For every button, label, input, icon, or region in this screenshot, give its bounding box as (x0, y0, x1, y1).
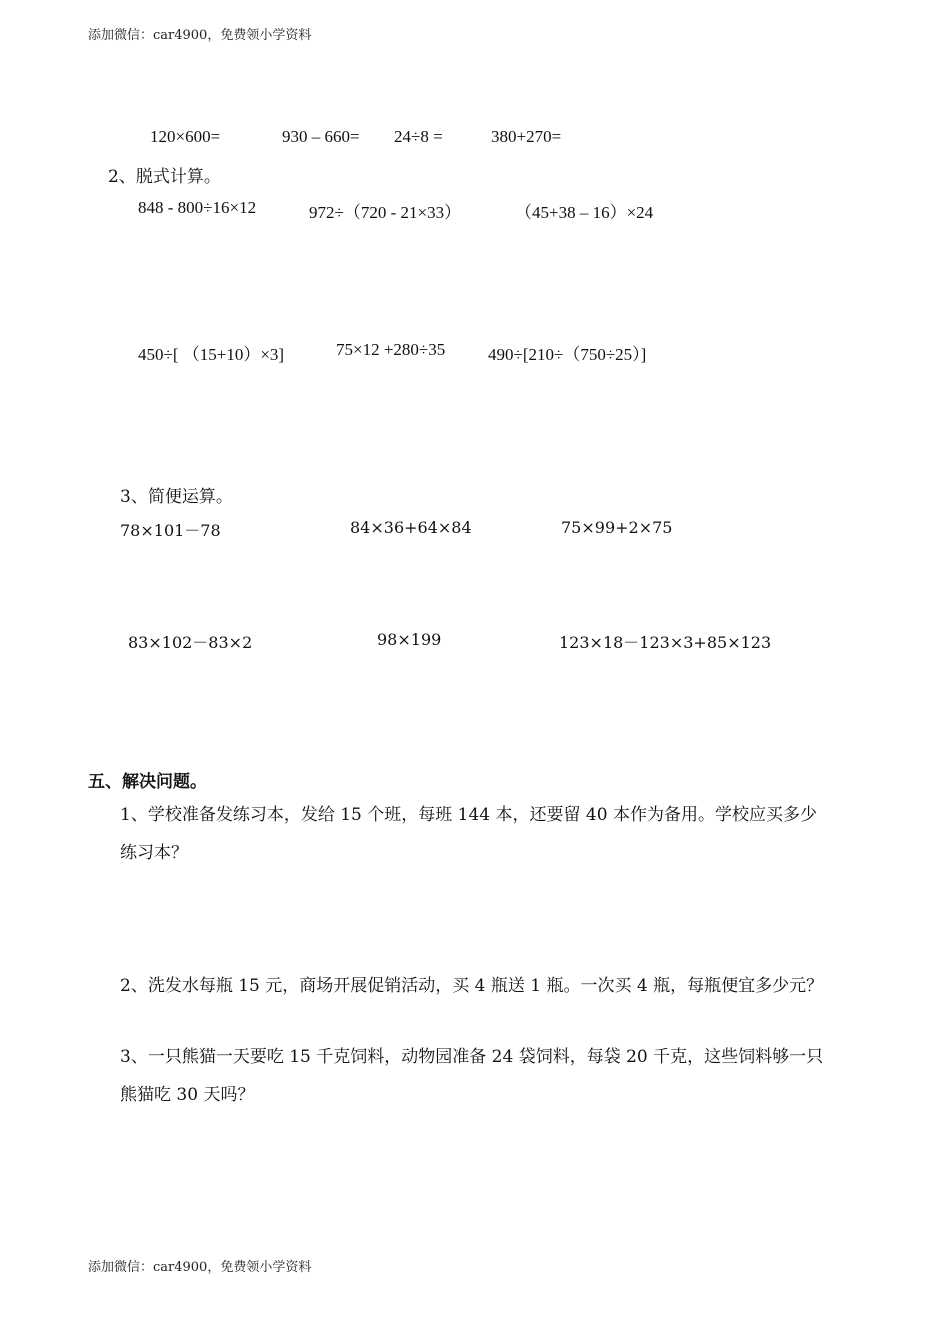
s3-r1-item-2: 84×36+64×84 (350, 518, 472, 537)
oral-item-1: 120×600= (150, 127, 221, 146)
section2-title: 2、脱式计算。 (108, 167, 221, 187)
problem-1-line-2: 练习本？ (120, 843, 188, 863)
oral-item-2: 930 – 660= (282, 127, 360, 146)
problem-2: 2、洗发水每瓶 15 元，商场开展促销活动，买 4 瓶送 1 瓶。一次买 4 瓶，每瓶便宜多少元？ (120, 976, 824, 996)
s2-r1-item-2: 972÷（720 - 21×33） (309, 203, 462, 222)
problem-3-line-2: 熊猫吃 30 天吗？ (120, 1085, 255, 1105)
s2-r1-item-1: 848 - 800÷16×12 (138, 198, 257, 217)
s2-r1-item-3: （45+38 – 16）×24 (515, 203, 654, 222)
s3-r2-item-3: 123×18－123×3+85×123 (559, 633, 772, 652)
page-footer: 添加微信：car4900，免费领小学资料 (88, 1260, 312, 1275)
s3-r1-item-3: 75×99+2×75 (561, 518, 673, 537)
problem-3-line-1: 3、一只熊猫一天要吃 15 千克饲料，动物园准备 24 袋饲料，每袋 20 千克，这些饲料够一只 (120, 1047, 824, 1067)
s2-r2-item-2: 75×12 +280÷35 (336, 340, 446, 359)
page-header: 添加微信：car4900，免费领小学资料 (88, 28, 312, 43)
section3-title: 3、简便运算。 (120, 487, 233, 507)
oral-item-3: 24÷8 = (394, 127, 443, 146)
s2-r2-item-3: 490÷[210÷（750÷25）] (488, 345, 647, 364)
problem-1-line-1: 1、学校准备发练习本，发给 15 个班，每班 144 本，还要留 40 本作为备用。学校应买多少 (120, 805, 817, 825)
s3-r2-item-2: 98×199 (377, 630, 442, 649)
oral-item-4: 380+270= (491, 127, 562, 146)
s3-r1-item-1: 78×101－78 (120, 521, 221, 540)
s2-r2-item-1: 450÷[ （15+10）×3] (138, 345, 285, 364)
s3-r2-item-1: 83×102－83×2 (128, 633, 253, 652)
section5-title: 五、解决问题。 (88, 772, 207, 792)
